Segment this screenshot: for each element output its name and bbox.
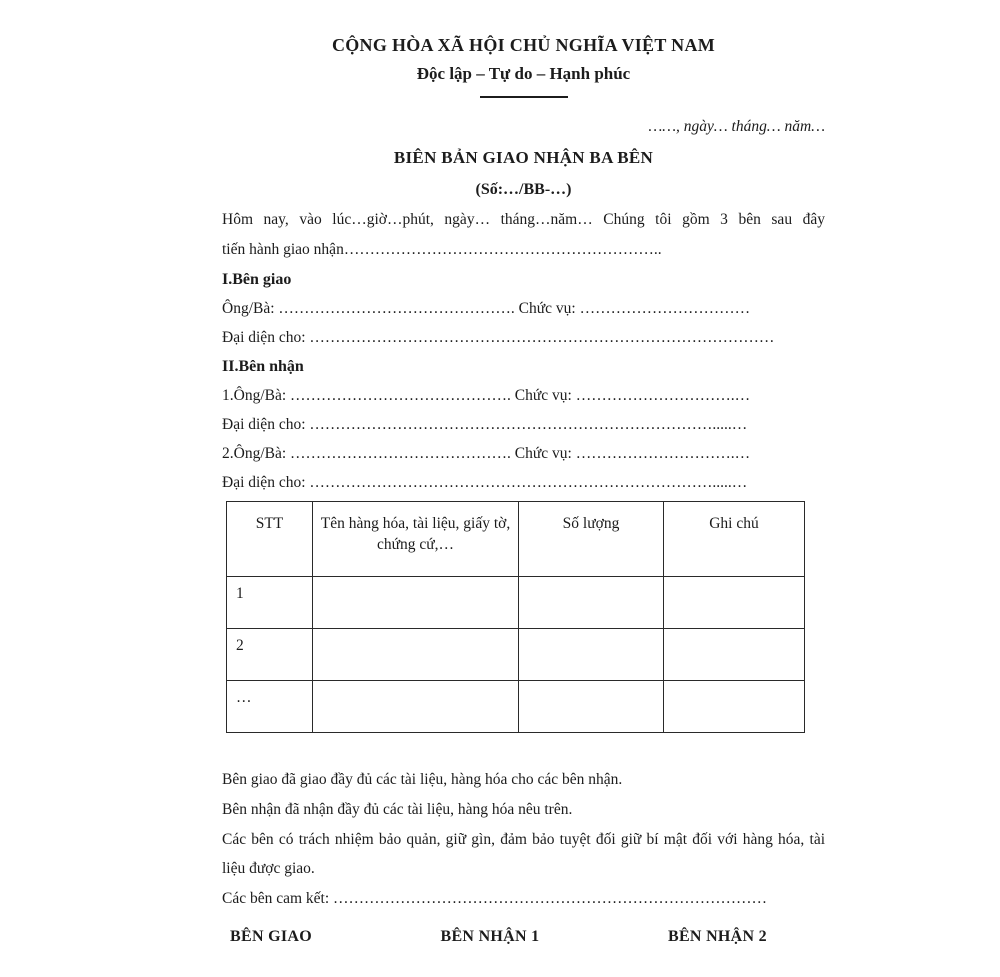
date-line: ……, ngày… tháng… năm… — [648, 118, 825, 135]
table-cell-ten — [313, 629, 519, 681]
table-row — [227, 629, 805, 681]
table-cell-soluong — [519, 681, 664, 733]
commitment-line: Các bên cam kết: ………………………………………………………………………… — [222, 890, 768, 907]
table-cell-stt: 1 — [227, 577, 313, 629]
table-header-row — [227, 502, 805, 577]
table-cell-ten — [313, 681, 519, 733]
national-title: CỘNG HÒA XÃ HỘI CHỦ NGHĨA VIỆT NAM — [331, 35, 716, 55]
giao-representing-line: Đại diện cho: ……………………………………………………………………………… — [222, 329, 775, 346]
table-cell-soluong — [519, 577, 664, 629]
document-title: BIÊN BẢN GIAO NHẬN BA BÊN — [393, 148, 654, 167]
header-divider — [480, 96, 568, 98]
table-cell-ghichu — [664, 577, 805, 629]
giao-name-position-line: Ông/Bà: ………………………………………. Chức vụ: …………………………… — [222, 300, 751, 317]
closing-paragraph-responsibility: Các bên có trách nhiệm bảo quản, giữ gìn, đảm bảo tuyệt đối giữ bí mật đối với hàng hóa, tài liệu được giao. — [222, 831, 825, 877]
nhan2-name-position-line: 2.Ông/Bà: ……………………………………. Chức vụ: ………………………….… — [222, 445, 751, 462]
section-heading-ben-nhan: II.Bên nhận — [222, 358, 304, 375]
table-row — [227, 577, 805, 629]
intro-paragraph-line1: Hôm nay, vào lúc…giờ…phút, ngày… tháng…năm… Chúng tôi gồm 3 bên sau đây — [222, 211, 825, 228]
nhan1-representing-line: Đại diện cho: …………………………………………………………………….....… — [222, 416, 748, 433]
table-header-so-luong: Số lượng — [519, 502, 664, 577]
nhan1-name-position-line: 1.Ông/Bà: ……………………………………. Chức vụ: ………………………….… — [222, 387, 751, 404]
table-row — [227, 681, 805, 733]
nhan2-representing-line: Đại diện cho: …………………………………………………………………….....… — [222, 474, 748, 491]
intro-paragraph-line2: tiến hành giao nhận…………………………………………………….. — [222, 241, 662, 258]
table-cell-soluong — [519, 629, 664, 681]
document-number: (Số:…/BB-…) — [475, 181, 572, 198]
table-cell-ghichu — [664, 681, 805, 733]
closing-paragraph-giao: Bên giao đã giao đầy đủ các tài liệu, hàng hóa cho các bên nhận. — [222, 771, 623, 788]
section-heading-ben-giao: I.Bên giao — [222, 271, 292, 288]
signature-row — [222, 926, 825, 948]
table-cell-ten — [313, 577, 519, 629]
signature-ben-nhan-2: BÊN NHẬN 2 — [667, 928, 767, 945]
signature-ben-nhan-1: BÊN NHẬN 1 — [440, 928, 540, 945]
national-motto: Độc lập – Tự do – Hạnh phúc — [416, 64, 631, 83]
signature-ben-giao: BÊN GIAO — [230, 928, 312, 945]
table-header-stt: STT — [227, 502, 313, 577]
table-cell-ghichu — [664, 629, 805, 681]
goods-table — [226, 501, 805, 733]
table-cell-stt: 2 — [227, 629, 313, 681]
table-cell-stt: … — [227, 681, 313, 733]
table-header-ghi-chu: Ghi chú — [664, 502, 805, 577]
closing-paragraph-nhan: Bên nhận đã nhận đầy đủ các tài liệu, hàng hóa nêu trên. — [222, 801, 573, 818]
table-header-ten-hang-hoa: Tên hàng hóa, tài liệu, giấy tờ, chứng cứ,… — [313, 502, 519, 577]
